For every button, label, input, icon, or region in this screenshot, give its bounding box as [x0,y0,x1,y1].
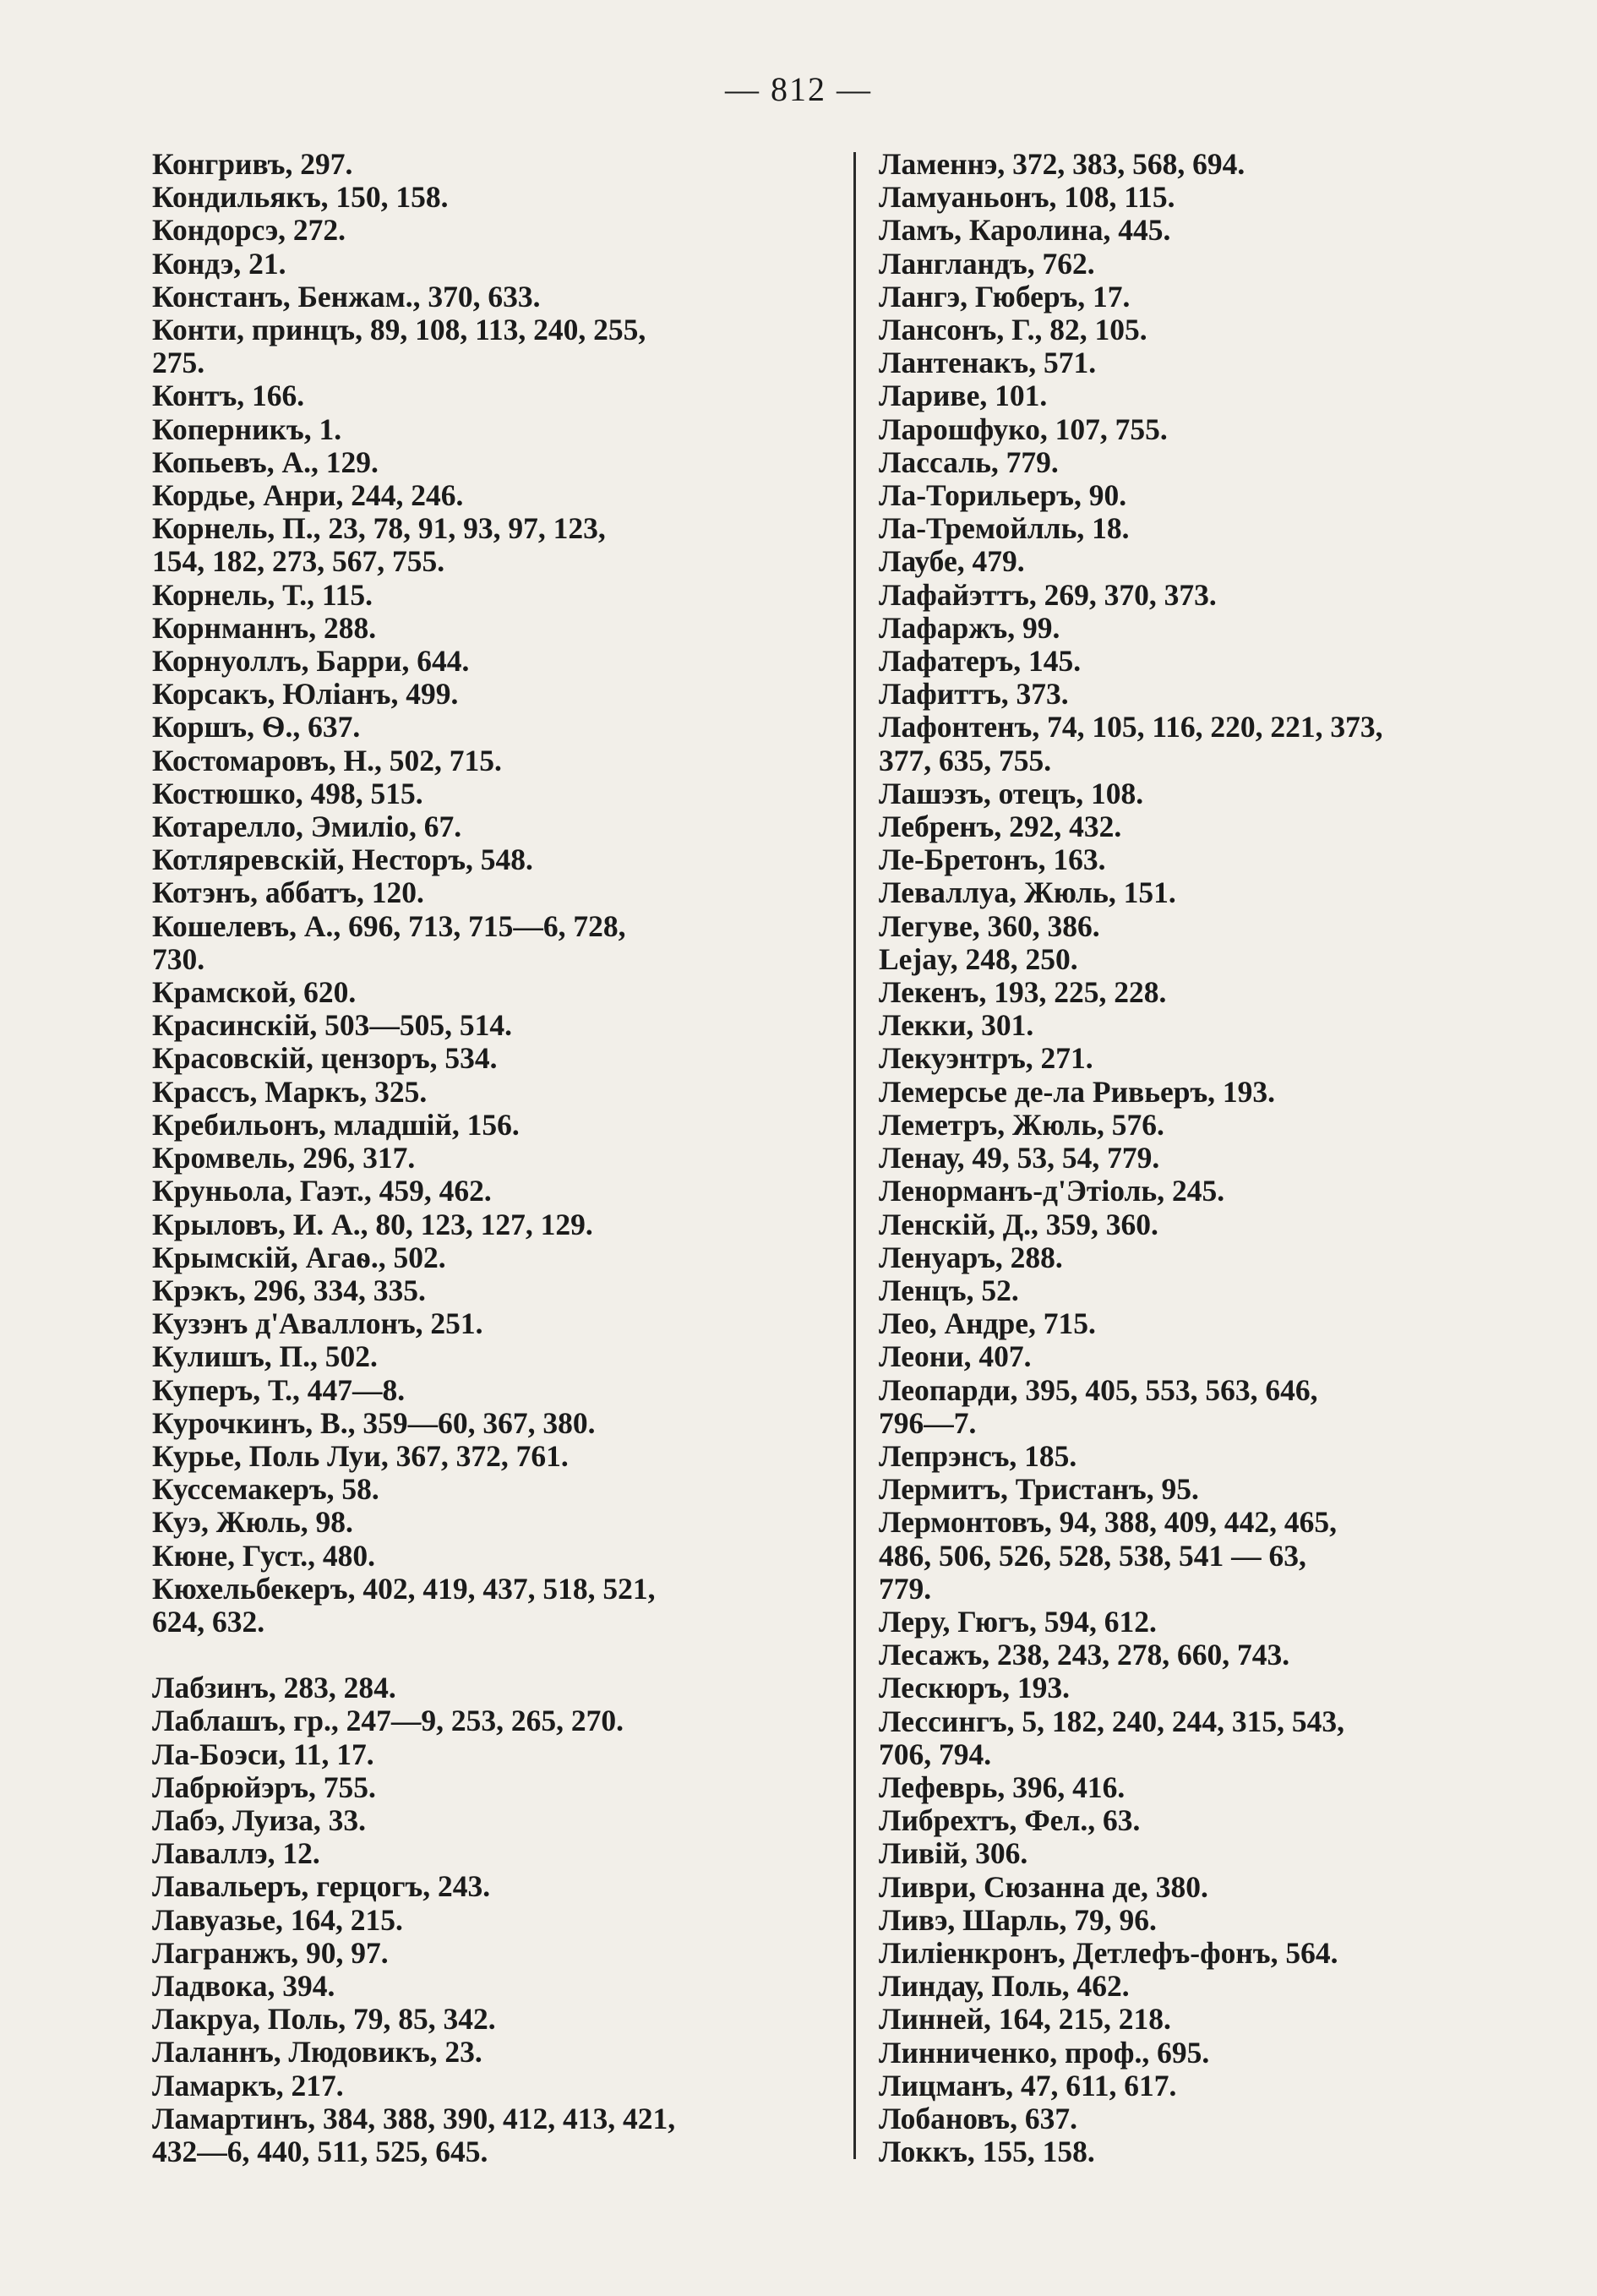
index-entry [879,1009,1538,1042]
index-entry [879,711,1538,777]
index-entry [879,1142,1538,1175]
index-entry-line: Ле-Бретонъ, 163. [879,843,1106,877]
index-entry-line: Лафаржъ, 99. [879,610,1060,645]
index-entry-line: Куссемакеръ, 58. [152,1472,379,1507]
index-entry [152,1506,837,1539]
index-entry-line: Лансонъ, Г., 82, 105. [879,313,1147,347]
index-entry [879,1804,1538,1837]
index-entry-line: Лантенакъ, 571. [879,346,1097,380]
index-entry-continuation: 779. [879,1571,932,1606]
index-entry-line: Ларошфуко, 107, 755. [879,412,1168,446]
section-break [152,1639,837,1672]
index-entry-line: Леваллуа, Жюль, 151. [879,875,1176,910]
index-entry [879,1937,1538,1970]
index-entry-line: Лесажъ, 238, 243, 278, 660, 743. [879,1638,1290,1672]
index-entry-line: Либрехтъ, Фел., 63. [879,1803,1141,1838]
index-entry-line: Красинскій, 503—505, 514. [152,1008,513,1043]
index-column-right [879,148,1538,2168]
index-entry [879,1871,1538,1904]
index-entry [152,1771,837,1804]
index-entry-line: Котляревскій, Несторъ, 548. [152,843,533,877]
index-entry-line: Лафонтенъ, 74, 105, 116, 220, 221, 373, [879,710,1383,744]
index-entry [152,379,837,412]
index-entry [152,479,837,512]
index-entry [152,1208,837,1241]
index-entry [152,1540,837,1573]
index-entry-line: Курье, Поль Луи, 367, 372, 761. [152,1438,569,1473]
index-entry-continuation: 377, 635, 755. [879,743,1052,777]
index-entry [152,678,837,711]
index-entry [152,1573,837,1639]
index-entry-continuation: 486, 506, 526, 528, 538, 541 — 63, [879,1538,1306,1573]
index-entry [879,1042,1538,1075]
index-entry [879,910,1538,943]
index-entry-line: Красовскій, цензоръ, 534. [152,1041,498,1076]
index-entry-line: Кюне, Густ., 480. [152,1538,375,1573]
index-entry-line: Коршъ, Ѳ., 637. [152,710,361,744]
index-entry [879,2003,1538,2036]
index-entry-line: Ламъ, Каролина, 445. [879,213,1171,248]
index-entry-line: Легуве, 360, 386. [879,908,1100,943]
index-entry [879,2037,1538,2070]
index-entry [152,1440,837,1473]
index-entry-line: Лангэ, Гюберъ, 17. [879,279,1131,314]
index-entry [152,1109,837,1142]
index-entry [152,1009,837,1042]
index-entry-line: Лекенъ, 193, 225, 228. [879,975,1167,1010]
index-entry-line: Леопарди, 395, 405, 553, 563, 646, [879,1372,1318,1407]
index-entry-line: Кондорсэ, 272. [152,213,346,248]
index-entry-line: Лекки, 301. [879,1008,1034,1043]
index-entry [879,777,1538,810]
index-entry-line: Костомаровъ, Н., 502, 715. [152,743,502,777]
index-entry-line: Ла-Торильеръ, 90. [879,478,1127,513]
index-entry [879,1672,1538,1704]
index-entry [152,843,837,876]
index-entry-line: Лепрэнсъ, 185. [879,1438,1077,1473]
index-entry-continuation: 275. [152,346,205,380]
index-entry [152,181,837,214]
index-entry-continuation: 624, 632. [152,1604,265,1639]
index-entry-line: Ламеннэ, 372, 383, 568, 694. [879,147,1245,181]
index-entry [879,1904,1538,1937]
index-entry [152,1241,837,1274]
index-entry [879,876,1538,909]
index-entry [152,413,837,446]
index-entry [152,1870,837,1903]
index-entry [879,943,1538,976]
index-entry-line: Крэкъ, 296, 334, 335. [152,1273,426,1307]
index-entry [152,1307,837,1340]
index-entry-line: Леметръ, Жюль, 576. [879,1107,1164,1142]
index-entry [152,579,837,612]
index-entry-line: Лаубе, 479. [879,544,1025,579]
index-entry [152,645,837,678]
index-entry-line: Лавальеръ, герцогъ, 243. [152,1869,491,1904]
index-entry [879,413,1538,446]
index-entry [152,1704,837,1737]
index-entry [879,446,1538,479]
index-entry [879,1506,1538,1606]
index-entry [879,1473,1538,1506]
index-entry [152,446,837,479]
index-entry-line: Лаланнъ, Людовикъ, 23. [152,2035,482,2070]
index-entry-line: Ленуаръ, 288. [879,1240,1063,1274]
index-entry-line: Ливри, Сюзанна де, 380. [879,1869,1208,1904]
index-entry [879,148,1538,181]
index-entry-line: Контъ, 166. [152,379,305,413]
index-entry-continuation: 432—6, 440, 511, 525, 645. [152,2134,488,2168]
index-entry-line: Корнманнъ, 288. [152,610,377,645]
index-entry-line: Констанъ, Бенжам., 370, 633. [152,279,541,314]
index-entry [879,281,1538,314]
index-entry-line: Лиліенкронъ, Детлефъ-фонъ, 564. [879,1935,1338,1970]
index-entry-line: Крымскій, Агаѳ., 502. [152,1240,446,1274]
index-entry [152,214,837,247]
index-entry-line: Лекуэнтръ, 271. [879,1041,1093,1076]
index-entry [879,1771,1538,1804]
index-entry [152,1142,837,1175]
index-entry [879,1307,1538,1340]
index-entry [152,512,837,578]
index-entry [879,1639,1538,1672]
index-entry [879,645,1538,678]
index-entry [879,1274,1538,1307]
index-entry-line: Лефеврь, 396, 416. [879,1770,1126,1804]
index-entry [152,910,837,976]
index-entry [152,2036,837,2069]
index-entry [152,1042,837,1075]
index-entry-line: Ламуаньонъ, 108, 115. [879,180,1175,215]
index-entry-line: Леру, Гюгъ, 594, 612. [879,1604,1157,1639]
index-entry-line: Корсакъ, Юліанъ, 499. [152,677,459,712]
index-entry-line: Кондэ, 21. [152,246,286,281]
index-entry [152,2070,837,2102]
index-entry [879,346,1538,379]
index-entry [879,545,1538,578]
index-entry-line: Крыловъ, И. А., 80, 123, 127, 129. [152,1207,593,1241]
index-entry [879,1440,1538,1473]
index-entry-line: Лашэзъ, отецъ, 108. [879,776,1144,810]
index-entry-line: Кюхельбекеръ, 402, 419, 437, 518, 521, [152,1571,656,1606]
index-entry [152,1076,837,1109]
index-entry [879,512,1538,545]
index-entry-line: Лобановъ, 637. [879,2101,1077,2135]
index-entry [879,1076,1538,1109]
index-entry-line: Крамской, 620. [152,975,357,1010]
index-entry-continuation: 706, 794. [879,1737,992,1771]
index-entry-line: Лемерсье де-ла Ривьеръ, 193. [879,1074,1276,1109]
index-entry-line: Лаваллэ, 12. [152,1836,320,1871]
index-entry [152,1804,837,1837]
index-entry [152,1407,837,1440]
index-entry [879,1340,1538,1373]
index-entry-line: Линдау, Поль, 462. [879,1969,1130,2004]
index-entry [152,2102,837,2168]
index-entry-line: Курочкинъ, В., 359—60, 367, 380. [152,1405,596,1440]
index-entry-line: Корнуоллъ, Барри, 644. [152,644,470,679]
index-entry [152,744,837,777]
index-entry [152,1738,837,1771]
index-entry-line: Конти, принцъ, 89, 108, 113, 240, 255, [152,313,646,347]
index-entry [879,810,1538,843]
index-entry-line: Кромвель, 296, 317. [152,1141,416,1175]
column-divider [853,152,856,2159]
index-entry [152,1837,837,1870]
index-entry [152,281,837,314]
index-column-left [152,148,837,2168]
index-entry-line: Куэ, Жюль, 98. [152,1505,353,1540]
index-entry-line: Лескюръ, 193. [879,1671,1071,1705]
index-entry [152,1904,837,1937]
index-entry-line: Лаблашъ, гр., 247—9, 253, 265, 270. [152,1704,624,1738]
index-entry-line: Lejay, 248, 250. [879,941,1078,976]
index-entry-line: Лермитъ, Тристанъ, 95. [879,1472,1199,1507]
index-entry-line: Лафатеръ, 145. [879,644,1082,679]
index-entry-line: Лабрюйэръ, 755. [152,1770,376,1804]
index-entry-line: Ленскій, Д., 359, 360. [879,1207,1158,1241]
index-entry [152,248,837,281]
index-entry-line: Лебренъ, 292, 432. [879,810,1122,844]
index-entry-line: Лео, Андре, 715. [879,1306,1096,1341]
index-entry [152,1340,837,1373]
index-entry [152,612,837,645]
index-entry [152,1937,837,1970]
index-entry [152,777,837,810]
index-entry [879,1970,1538,2003]
index-entry-line: Лессингъ, 5, 182, 240, 244, 315, 543, [879,1704,1345,1738]
index-entry [152,976,837,1009]
index-entry [879,843,1538,876]
index-entry-line: Локкъ, 155, 158. [879,2135,1095,2169]
index-entry-line: Кузэнъ д'Аваллонъ, 251. [152,1306,483,1341]
index-entry [879,314,1538,346]
index-entry-line: Леони, 407. [879,1339,1032,1374]
index-entry-line: Конгривъ, 297. [152,147,353,181]
index-entry-line: Коперникъ, 1. [152,412,342,446]
index-entry-line: Лафиттъ, 373. [879,677,1069,712]
index-entry [879,1374,1538,1440]
index-entry [879,379,1538,412]
index-entry [879,2102,1538,2135]
index-entry-continuation: 730. [152,941,205,976]
index-entry-line: Кребильонъ, младшій, 156. [152,1107,520,1142]
index-entry-line: Ленорманъ-д'Этіоль, 245. [879,1174,1225,1208]
index-entry [879,976,1538,1009]
index-entry-line: Лангландъ, 762. [879,246,1095,281]
index-entry-line: Лакруа, Поль, 79, 85, 342. [152,2002,496,2037]
index-entry [879,1175,1538,1208]
index-entry-line: Ливій, 306. [879,1836,1028,1871]
index-entry-line: Кордье, Анри, 244, 246. [152,478,464,513]
index-entry [879,1705,1538,1771]
index-entry [879,2135,1538,2168]
index-entry-continuation: 796—7. [879,1405,977,1440]
index-entry-line: Ламартинъ, 384, 388, 390, 412, 413, 421, [152,2101,676,2135]
index-entry [152,1970,837,2003]
index-entry-line: Копьевъ, А., 129. [152,444,379,479]
index-entry [152,1274,837,1307]
index-entry-line: Ламаркъ, 217. [152,2068,344,2102]
index-entry-line: Кондильякъ, 150, 158. [152,180,449,215]
index-entry-line: Корнель, П., 23, 78, 91, 93, 97, 123, [152,511,606,546]
index-entry-line: Куперъ, Т., 447—8. [152,1372,406,1407]
index-entry-line: Лабзинъ, 283, 284. [152,1671,396,1705]
index-entry [152,876,837,909]
index-entry [879,579,1538,612]
index-entry-line: Ла-Тремойлль, 18. [879,511,1130,546]
index-entry [879,214,1538,247]
index-entry-line: Кошелевъ, А., 696, 713, 715—6, 728, [152,908,626,943]
index-entry [152,1175,837,1208]
index-entry-line: Лафайэттъ, 269, 370, 373. [879,577,1217,612]
page-number: — 812 — [725,70,872,108]
index-entry-line: Котэнъ, аббатъ, 120. [152,875,424,910]
index-entry-line: Ла-Боэси, 11, 17. [152,1737,374,1771]
index-entry-line: Ладвока, 394. [152,1968,335,2003]
index-entry-line: Ленцъ, 52. [879,1273,1019,1307]
index-entry [152,148,837,181]
index-entry [879,2070,1538,2102]
index-entry-line: Лавуазье, 164, 215. [152,1902,403,1937]
index-entry [152,1374,837,1407]
index-entry [879,181,1538,214]
index-entry [152,810,837,843]
index-entry-line: Крассъ, Маркъ, 325. [152,1074,428,1109]
index-entry-line: Лермонтовъ, 94, 388, 409, 442, 465, [879,1505,1338,1540]
index-entry-line: Кулишъ, П., 502. [152,1339,378,1374]
index-entry [152,2003,837,2036]
index-entry-line: Линниченко, проф., 695. [879,2035,1210,2070]
index-entry-line: Линней, 164, 215, 218. [879,2002,1171,2037]
index-entry-line: Лабэ, Луиза, 33. [152,1802,366,1837]
index-entry-line: Круньола, Гаэт., 459, 462. [152,1174,492,1208]
index-entry-line: Ленау, 49, 53, 54, 779. [879,1141,1160,1175]
index-entry-line: Ларивe, 101. [879,379,1048,413]
index-entry [879,612,1538,645]
index-entry [879,1241,1538,1274]
index-entry [879,678,1538,711]
index-entry [152,1473,837,1506]
index-entry [879,1109,1538,1142]
index-entry [879,479,1538,512]
index-entry-line: Корнель, Т., 115. [152,577,373,612]
index-entry [879,1606,1538,1639]
index-entry [879,1208,1538,1241]
index-entry-line: Костюшко, 498, 515. [152,776,423,810]
index-entry-line: Ливэ, Шарль, 79, 96. [879,1902,1157,1937]
index-entry-line: Лицманъ, 47, 611, 617. [879,2068,1177,2102]
index-entry-continuation: 154, 182, 273, 567, 755. [152,544,445,579]
index-entry [152,314,837,379]
index-entry [152,1672,837,1704]
index-entry-line: Лагранжъ, 90, 97. [152,1935,389,1970]
index-entry [152,711,837,744]
index-entry [879,248,1538,281]
index-entry [879,1837,1538,1870]
index-entry-line: Котарелло, Эмиліо, 67. [152,810,462,844]
index-entry-line: Лассаль, 779. [879,444,1059,479]
